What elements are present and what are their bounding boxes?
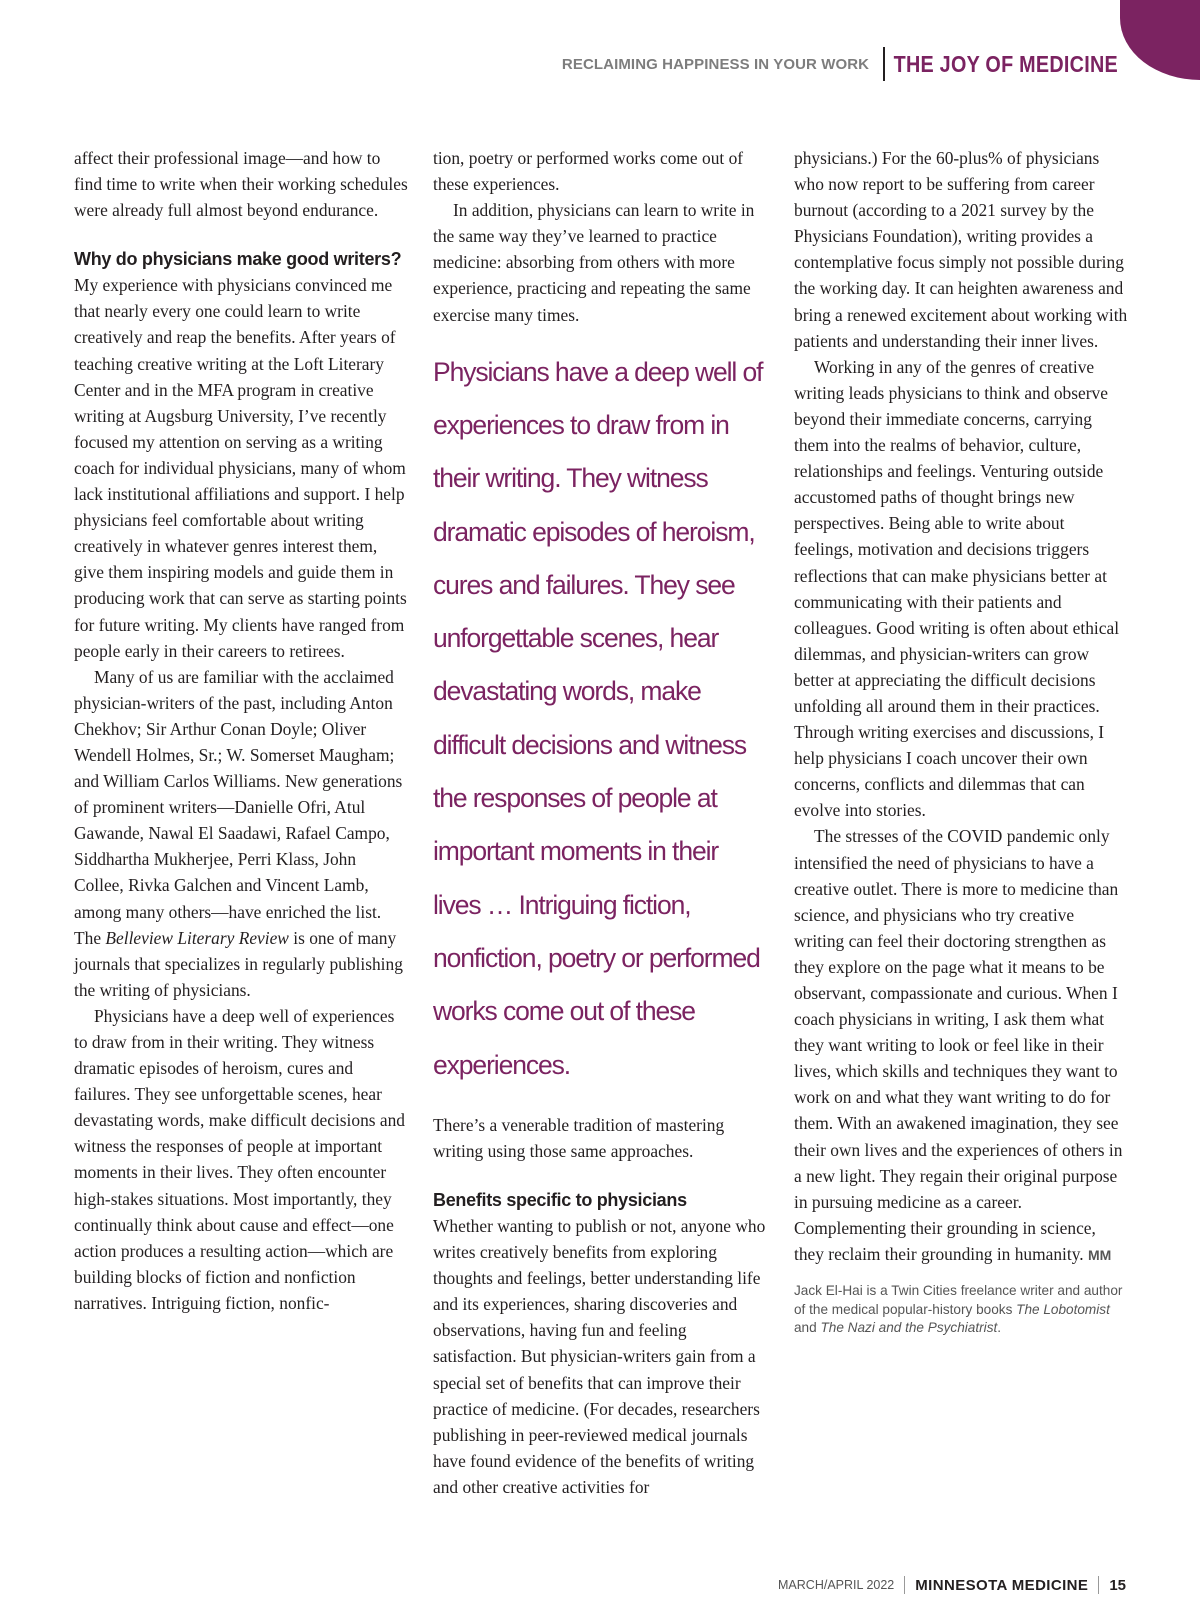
spacer (433, 1164, 766, 1188)
pull-quote: Physicians have a deep well of experiences to draw from in their writing. They witness dramatic episodes of heroism, cures and failures. They see unforgettable scenes, hear devastating words, make difficult decisions and witness the responses of people at important moments in their lives … Intriguing fiction, nonfiction, poetry or performed works come out of these experiences. (433, 356, 763, 1080)
corner-accent (1120, 0, 1200, 80)
paragraph: Physicians have a deep well of experiences to draw from in their writing. They witness dramatic episodes of heroism, cures and failures. They see unforgettable scenes, hear devastating words, make difficult decisions and witness the responses of people at important moments in their lives. They often encounter high-stakes situations. Most importantly, they continually think about cause and effect—one action produces a resulting action—which are building blocks of fiction and nonfiction narratives. Intriguing fiction, nonfic- (74, 1005, 405, 1313)
column-2 (433, 145, 766, 1500)
page-footer (778, 1575, 1126, 1595)
journal-title: Belleview Literary Review (105, 927, 289, 948)
author-bio (794, 1282, 1128, 1338)
section-title: THE JOY OF MEDICINE (893, 50, 1119, 77)
paragraph: physicians.) For the 60-plus% of physicians who now report to be suffering from career burnout (according to a 2021 survey by the Physicians Foundation), writing provides a contemplative focus simply not possible during the working day. It can heighten awareness and bring a renewed excitement about working with patients and understanding their inner lives. (794, 148, 1128, 351)
paragraph: Working in any of the genres of creative writing leads physicians to think and observe beyond their immediate concerns, carrying them into the realms of behavior, culture, relationships and feelings. Venturing outside accustomed paths of thought brings new perspectives. Being able to write about feelings, motivation and decisions triggers reflections that can make physicians better at communicating with their patients and colleagues. Good writing is often about ethical dilemmas, and physician-writers can grow better at appreciating the difficult decisions unfolding all around them in their practices. Through writing exercises and discussions, I help physicians I coach uncover their own concerns, conflicts and dilemmas that can evolve into stories. (794, 356, 1120, 821)
paragraph: In addition, physicians can learn to write in the same way they’ve learned to practice medicine: absorbing from others with more experience, practicing and repeating the same exercise many times. (433, 200, 755, 325)
spacer (74, 223, 408, 247)
end-mark: MM (1087, 1246, 1112, 1263)
bio-text: . (997, 1320, 1002, 1336)
book-title: The Lobotomist (1016, 1301, 1110, 1317)
magazine-name: MINNESOTA MEDICINE (915, 1576, 1089, 1594)
paragraph: My experience with physicians convinced me that nearly every one could learn to write creatively and reap the benefits. After years of teaching creative writing at the Loft Literary Center and in the MFA program in creative writing at Augsburg University, I’ve recently focused my attention on serving as a writing coach for individual physicians, many of whom lack institutional affiliations and support. I help physicians feel comfortable about writing creatively in whatever genres interest them, give them inspiring models and guide them in producing work that can serve as starting points for future writing. My clients have ranged from people early in their careers to retirees. (74, 275, 407, 661)
paragraph-text: is one of many journals that specializes in regularly publishing the writing of physicians. (74, 927, 403, 1000)
subheading: Why do physicians make good writers? (74, 249, 402, 270)
paragraph-text: Many of us are familiar with the acclaimed physician-writers of the past, including Anton Chekhov; Sir Arthur Conan Doyle; Oliver Wendell Holmes, Sr.; W. Somerset Maugham; and William Carlos Williams. New generations of prominent writers—Danielle Ofri, Atul Gawande, Nawal El Saadawi, Rafael Campo, Siddhartha Mukherjee, Perri Klass, John Collee, Rivka Galchen and Vincent Lamb, among many others—have enriched the list. The (74, 666, 403, 948)
paragraph: affect their professional image—and how to find time to write when their working schedules were already full almost beyond endurance. (74, 148, 408, 221)
paragraph (794, 823, 1128, 1268)
page-number: 15 (1109, 1576, 1126, 1594)
column-1 (74, 145, 408, 1316)
paragraph: Whether wanting to publish or not, anyone who writes creatively benefits from exploring thoughts and feelings, better understanding life and its experiences, sharing discoveries and observations, having fun and feeling satisfaction. But physician-writers gain from a special set of benefits that can improve their practice of medicine. (For decades, researchers publishing in peer-reviewed medical journals have found evidence of the benefits of writing and other creative activities for (433, 1216, 766, 1497)
paragraph (74, 664, 408, 1003)
paragraph-text: The stresses of the COVID pandemic only intensified the need of physicians to have a creative outlet. There is more to medicine than science, and physicians who try creative writing can feel their doctoring strengthen as they explore on the page what it means to be observant, compassionate and curious. When I coach physicians in writing, I ask them what they want writing to look or feel like in their lives, which skills and techniques they want to work on and what they want writing to do for them. With an awakened imagination, they see their own lives and the experiences of others in a new light. They regain their original purpose in pursuing medicine as a career. Complementing their grounding in science, they reclaim their grounding in humanity. (794, 826, 1123, 1264)
section-label: RECLAIMING HAPPINESS IN YOUR WORK (561, 55, 870, 73)
running-header (562, 47, 1126, 81)
issue-date: MARCH/APRIL 2022 (778, 1578, 895, 1592)
footer-divider (904, 1576, 905, 1594)
bio-text: and (794, 1320, 817, 1336)
bio-text: Jack El-Hai is a Twin Cities freelance writer and author of the medical popular-history books (794, 1283, 1123, 1317)
subheading: Benefits specific to physicians (433, 1190, 687, 1210)
paragraph: There’s a venerable tradition of mastering writing using those same approaches. (433, 1114, 725, 1161)
footer-divider (1098, 1576, 1099, 1594)
book-title: The Nazi and the Psychiatrist (820, 1320, 998, 1336)
column-3 (794, 145, 1128, 1338)
paragraph: tion, poetry or performed works come out of these experiences. (433, 148, 744, 195)
